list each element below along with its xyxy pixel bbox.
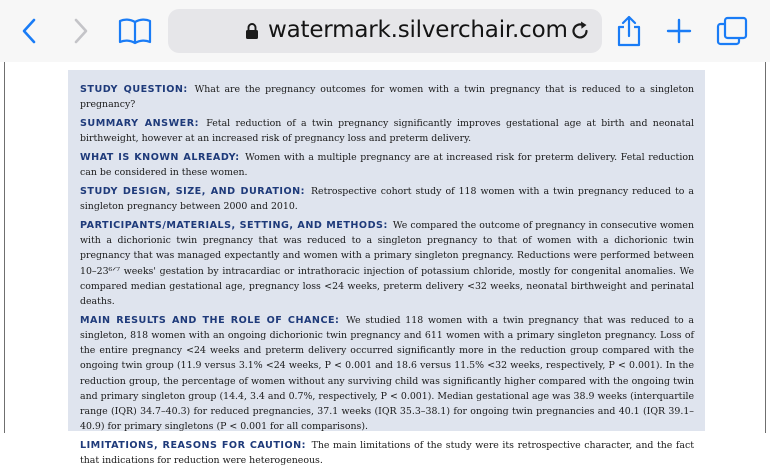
abstract-section-limitations (80, 438, 694, 468)
section-label: SUMMARY ANSWER: (80, 118, 199, 129)
new-tab-button[interactable] (662, 14, 696, 48)
chevron-right-icon (73, 18, 89, 44)
lock-icon (245, 22, 259, 40)
section-text: Retrospective cohort study of 118 women with a twin pregnancy reduced to a singleton pregnancy between 2000 and 2010. (80, 186, 695, 213)
book-icon (118, 17, 152, 45)
share-icon (616, 15, 642, 47)
section-text: The main limitations of the study were its retrospective character, and the fact that indications for reduction were heterogeneous. (80, 440, 695, 467)
abstract-section-participants-methods (80, 218, 694, 309)
tabs-icon (716, 16, 748, 46)
abstract-section-study-design (80, 184, 694, 214)
browser-toolbar (0, 0, 770, 62)
section-text: We studied 118 women with a twin pregnancy that was reduced to a singleton, 818 women with an ongoing dichorionic twin pregnancy and 611 women with a primary singleton pregnancy. Loss of the entire pregnancy <24 weeks and preterm delivery occurred significantly more in the reduction group compared with the ongoing twin group (11.9 versus 3.1% <24 weeks, P < 0.001 and 18.6 versus 11.5% <32 weeks, respectively, P < 0.001). In the reduction group, the percentage of women without any surviving child was significantly higher compared with the ongoing twin and primary singleton group (14.4, 3.4 and 0.7%, respectively, P < 0.001). Median gestational age was 38.9 weeks (interquartile range (IQR) 34.7–40.3) for reduced pregnancies, 37.1 weeks (IQR 35.3–38.1) for ongoing twin pregnancies and 40.1 (IQR 39.1–40.9) for primary singletons (P < 0.001 for all comparisons). (80, 314, 694, 433)
url-text[interactable]: watermark.silverchair.com (268, 17, 568, 43)
address-bar[interactable] (168, 9, 602, 53)
section-label: STUDY QUESTION: (80, 84, 188, 95)
section-label: LIMITATIONS, REASONS FOR CAUTION: (80, 440, 306, 452)
abstract-section-summary-answer (80, 116, 694, 146)
section-text: What are the pregnancy outcomes for women with a twin pregnancy that is reduced to a singleton pregnancy? (80, 84, 695, 111)
tabs-button[interactable] (714, 14, 750, 48)
section-label: WHAT IS KNOWN ALREADY: (80, 152, 240, 163)
share-button[interactable] (612, 14, 646, 48)
page-edge-left (4, 62, 5, 433)
bookmarks-button[interactable] (117, 14, 153, 48)
plus-icon (666, 18, 692, 44)
section-text: Fetal reduction of a twin pregnancy significantly improves gestational age at birth and neonatal birthweight, however at an increased risk of pregnancy loss and preterm delivery. (80, 118, 694, 145)
abstract-section-study-question (80, 82, 694, 112)
back-button[interactable] (14, 14, 44, 48)
chevron-left-icon (21, 18, 37, 44)
abstract-section-main-results (80, 313, 694, 435)
forward-button[interactable] (66, 14, 96, 48)
section-label: PARTICIPANTS/MATERIALS, SETTING, AND METHODS: (80, 220, 388, 231)
abstract-box (68, 70, 705, 467)
abstract-section-known-already (80, 150, 694, 180)
section-label: MAIN RESULTS AND THE ROLE OF CHANCE: (80, 314, 340, 326)
page-content (0, 62, 770, 467)
section-label: STUDY DESIGN, SIZE, AND DURATION: (80, 186, 305, 197)
section-text: Women with a multiple pregnancy are at increased risk for preterm delivery. Fetal reduction can be considered in these women. (80, 152, 694, 179)
reload-icon[interactable] (569, 20, 591, 42)
section-text: We compared the outcome of pregnancy in consecutive women with a dichorionic twin pregnancy that was reduced to a singleton pregnancy to that of women with a dichorionic twin pregnancy that was managed expectantly and women with a primary singleton pregnancy. Reductions were performed between 10–23⁶ᐟ⁷ weeks' gestation by intracardiac or intrathoracic injection of potassium chloride, mostly for congenital anomalies. We compared median gestational age, pregnancy loss <24 weeks, preterm delivery <32 weeks, neonatal birthweight and perinatal deaths. (80, 220, 695, 308)
page-edge-right (765, 62, 766, 433)
